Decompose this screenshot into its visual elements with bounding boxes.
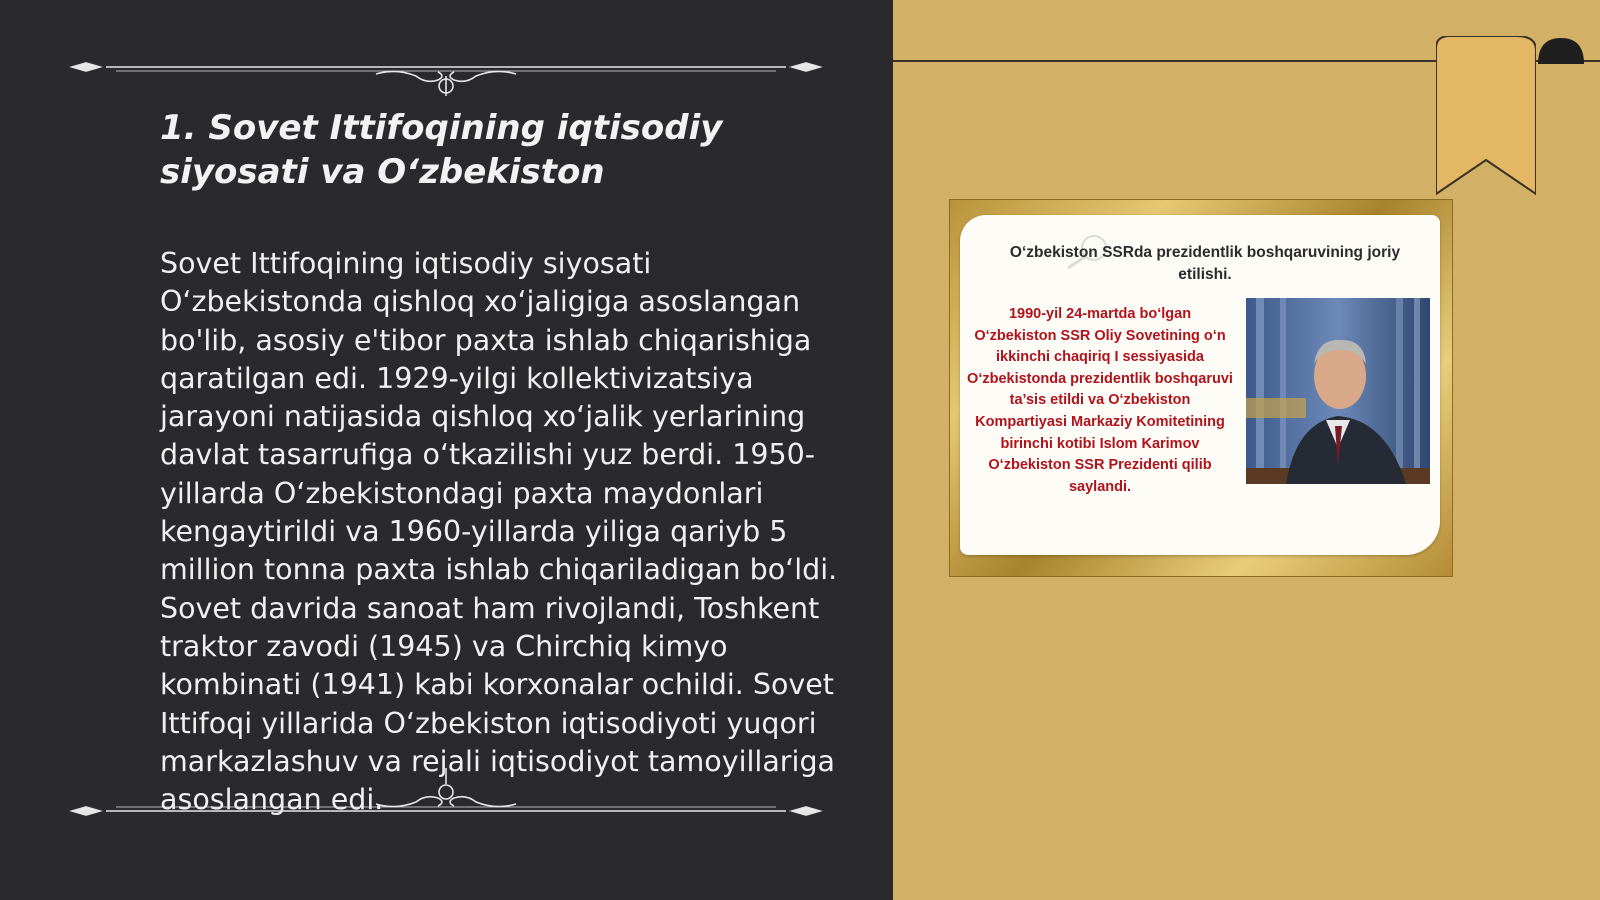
scroll-ornament-icon [66,768,826,824]
card-heading: O‘zbekiston SSRda prezidentlik boshqaruvining joriy etilishi. [1009,244,1401,283]
portrait-photo [1246,298,1430,484]
card-body-text: 1990-yil 24-martda bo‘lgan O‘zbekiston SSR Oliy Sovetining o‘n ikkinchi chaqiriq I sessiyasida O‘zbekistonda prezidentlik boshqaruvi ta’sis etildi va O‘zbekiston Kompartiyasi Markaziy Komitetining birinchi kotibi Islom Karimov O‘zbekiston SSR Prezidenti qilib saylandi. [967,306,1233,495]
page-title: 1. Sovet Ittifoqining iqtisodiy siyosati va O‘zbekiston [160,108,723,192]
corner-shadow [1536,36,1586,66]
scroll-ornament-icon [66,40,826,96]
body-paragraph: Sovet Ittifoqining iqtisodiy siyosati O‘zbekistonda qishloq xo‘jaligiga asoslangan bo'lib, asosiy e'tibor paxta ishlab chiqarishiga qaratilgan edi. 1929-yilgi kollektivizatsiya jarayoni natijasida qishloq xo‘jalik yerlarining davlat tasarrufiga o‘tkazilishi yuz berdi. 1950-yillarda O‘zbekistondagi paxta maydonlari kengaytirildi va 1960-yillarda yiliga qariyb 5 million tonna paxta ishlab chiqariladigan bo‘ldi. Sovet davrida sanoat ham rivojlandi, Toshkent traktor zavodi (1945) va Chirchiq kimyo kombinati (1941) kabi korxonalar ochildi. Sovet Ittifoqi yillarida O‘zbekiston iqtisodiyoti yuqori markazlashuv va rejali iqtisodiyot tamoyillariga asoslangan edi. [160,247,838,817]
bookmark-ribbon-icon [1436,36,1536,196]
